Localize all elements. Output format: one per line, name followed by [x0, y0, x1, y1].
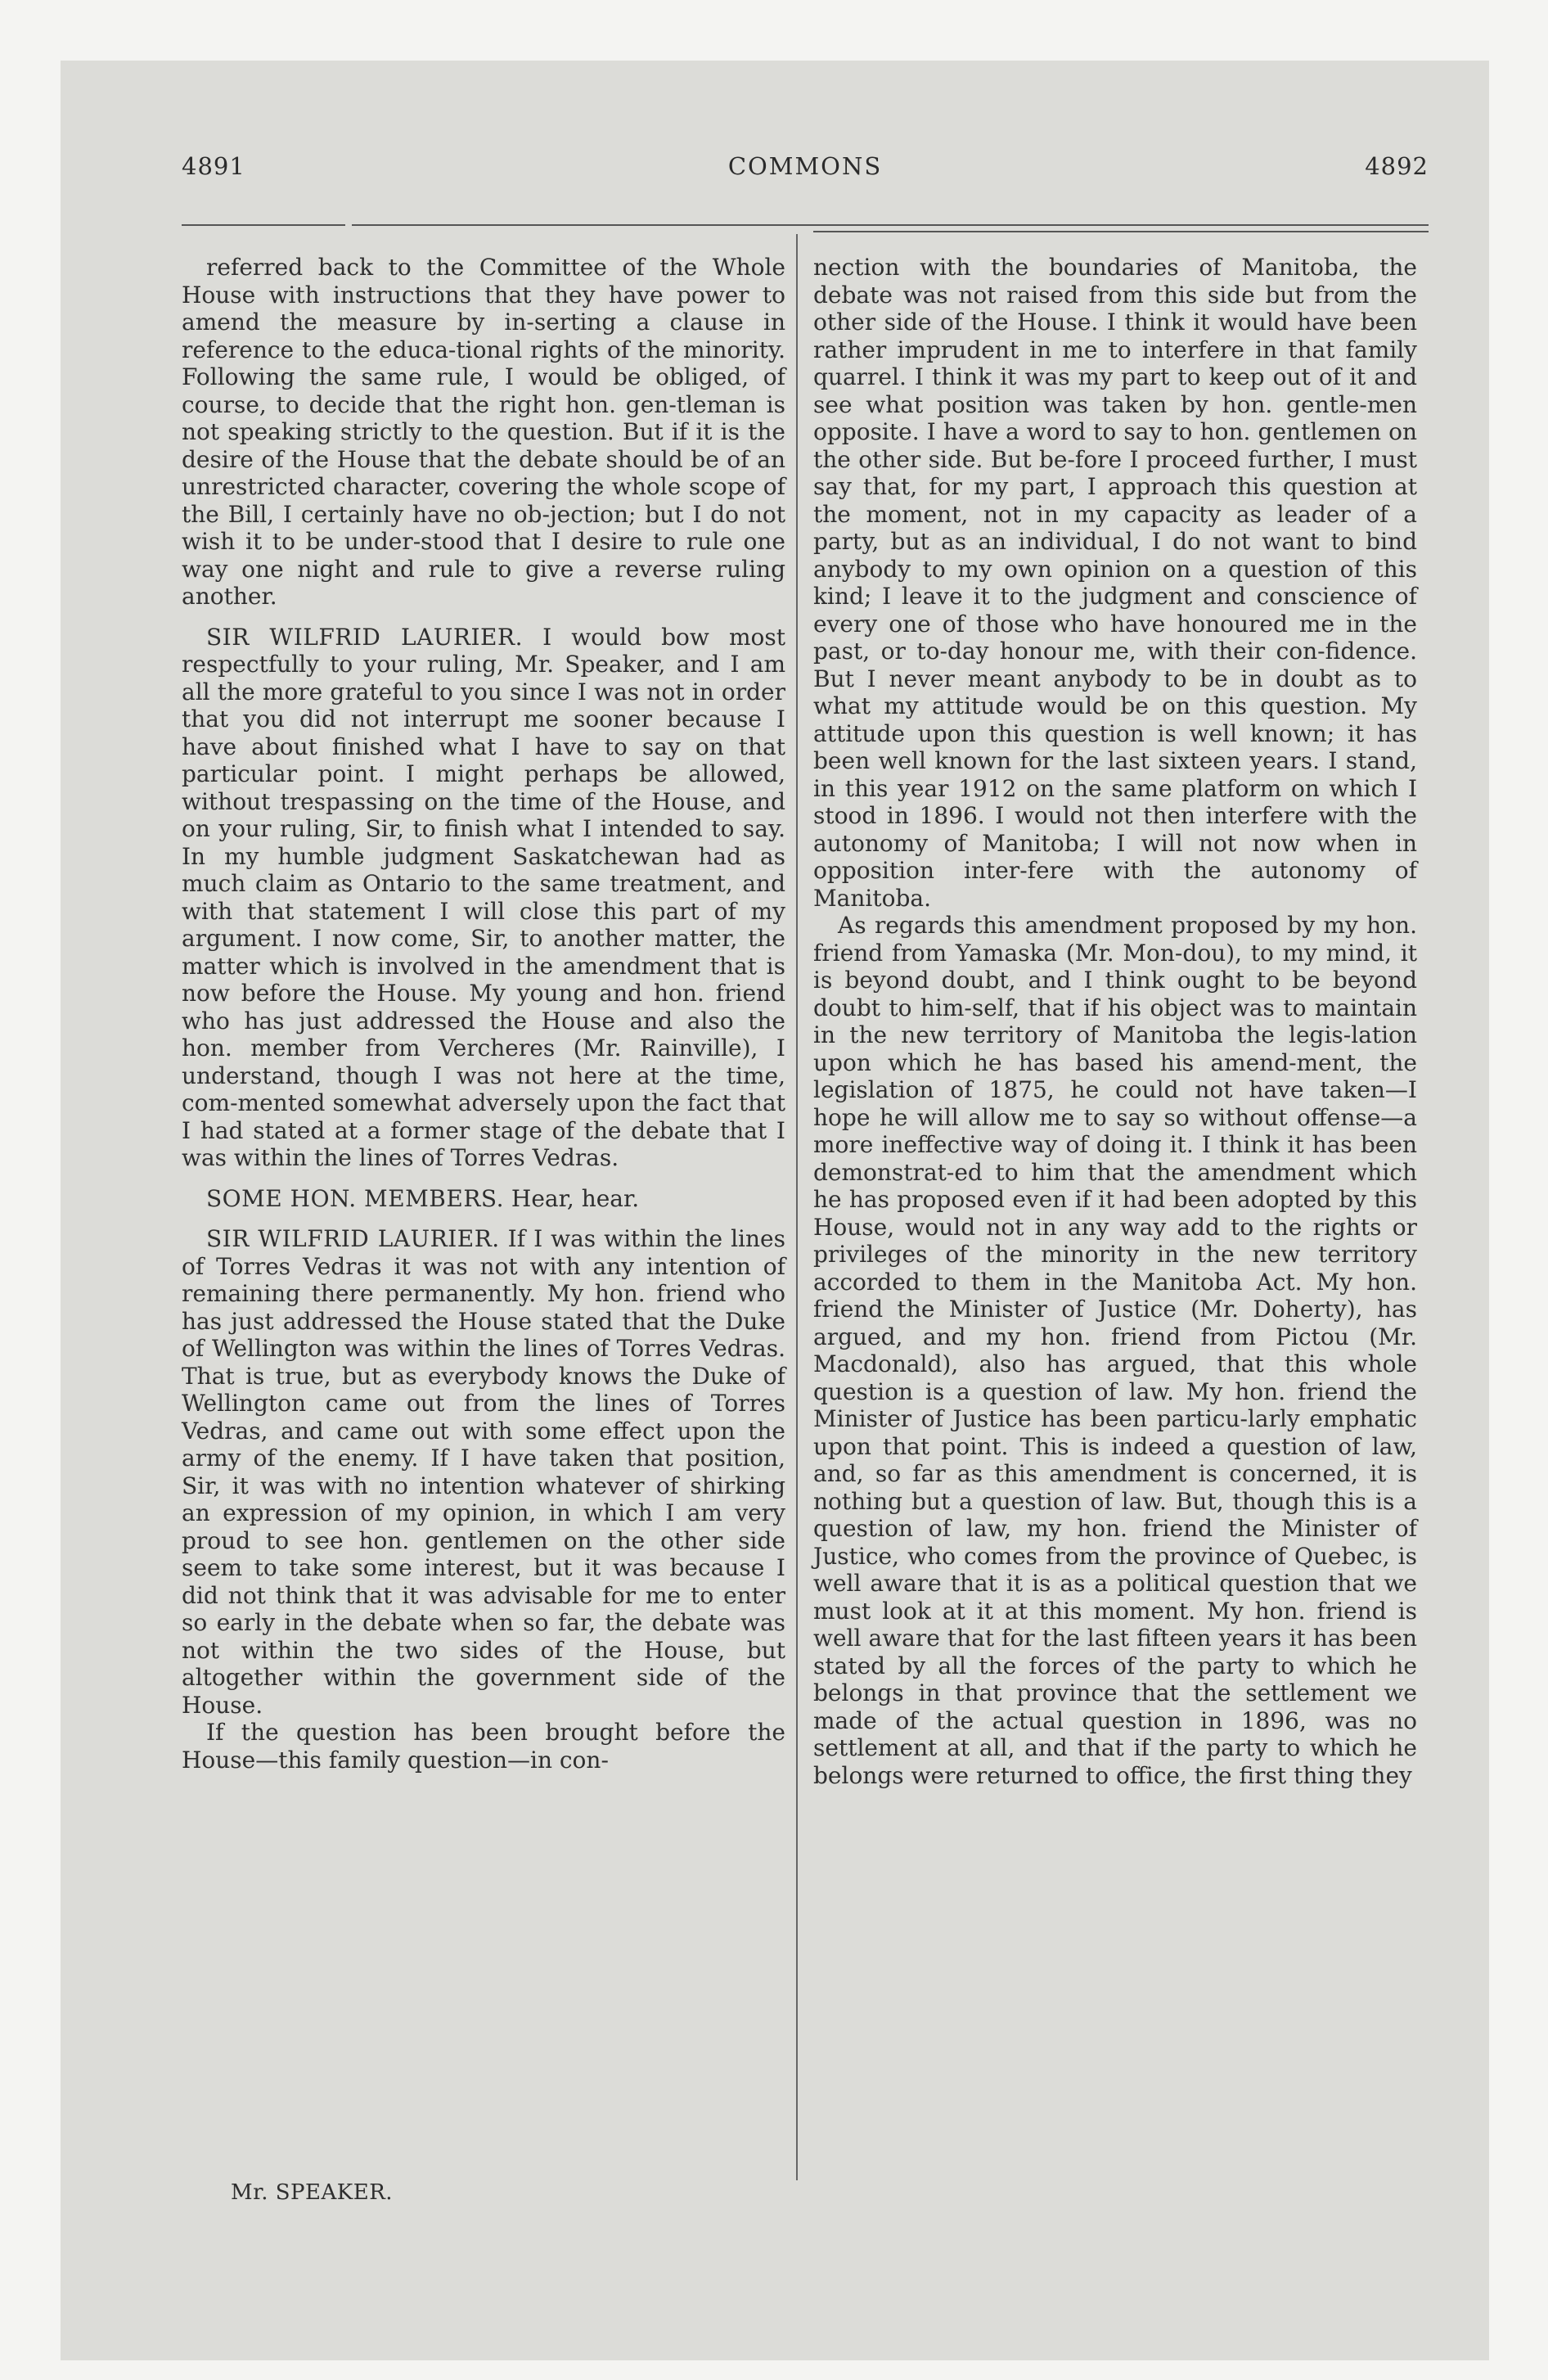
page-footer: Mr. SPEAKER. [231, 2180, 394, 2205]
paragraph-text: As regards this amendment proposed by my hon. friend from Yamaska (Mr. Mon-dou), to my mind, it is beyond doubt, and I think ought to be beyond doubt to him-self, that if his object was to maintain in the new territory of Manitoba the legis-lation upon which he has based his amend-ment, the legislation of 1875, he could not have taken—I hope he will allow me to say so without offense—a more ineffective way of doing it. I think it has been demonstrat-ed to him that the amendment which he has proposed even if it had been adopted by this House, would not in any way add to the rights or privileges of the minority in the new territory accorded to them in the Manitoba Act. My hon. friend the Minister of Justice (Mr. Doherty), has argued, and my hon. friend from Pictou (Mr. Macdonald), also has argued, that this whole question is a question of law. My hon. friend the Minister of Justice has been particu-larly emphatic upon that point. This is indeed a question of law, and, so far as this amendment is concerned, it is nothing but a question of law. But, though this is a question of law, my hon. friend the Minister of Justice, who comes from the province of Quebec, is well aware that it is as a political question that we must look at it at this moment. My hon. friend is well aware that for the last fifteen years it has been stated by all the forces of the party to which he belongs in that province that the settlement we made of the actual question in 1896, was no settlement at all, and that if the party to which he belongs were returned to office, the first thing they [813, 912, 1417, 1789]
speaker-name: SIR WILFRID LAURIER. [206, 623, 523, 651]
header-rule-left-short [182, 224, 345, 226]
speaker-name: SOME HON. MEMBERS. [206, 1184, 504, 1212]
paragraph [813, 254, 1417, 912]
page-number-right: 4892 [1365, 152, 1429, 180]
paragraph-text: referred back to the Committee of the Whole House with instructions that they have power to amend the measure by in-serting a clause in reference to the educa-tional rights of the minority. Following the same rule, I would be obliged, of course, to decide that the right hon. gen-tleman is not speaking strictly to the question. But if it is the desire of the House that the debate should be of an unrestricted character, covering the whole scope of the Bill, I certainly have no ob-jection; but I do not wish it to be under-stood that I desire to rule one way one night and rule to give a reverse ruling another. [182, 254, 785, 610]
header-rule-left-long [352, 224, 1429, 226]
column-divider [796, 234, 798, 2180]
paragraph [182, 1719, 785, 1774]
paragraph [182, 1185, 785, 1213]
paragraph [813, 912, 1417, 1789]
right-column [813, 254, 1417, 1789]
page-number-left: 4891 [182, 152, 245, 180]
paragraph [182, 254, 785, 611]
paragraph-text: nection with the boundaries of Manitoba, the debate was not raised from this side but from the other side of the House. I think it would have been rather imprudent in me to interfere in that family quarrel. I think it was my part to keep out of it and see what position was taken by hon. gentle-men opposite. I have a word to say to hon. gentlemen on the other side. But be-fore I proceed further, I must say that, for my part, I approach this question at the moment, not in my capacity as leader of a party, but as an individual, I do not want to bind anybody to my own opinion on a question of this kind; I leave it to the judgment and conscience of every one of those who have honoured me in the past, or to-day honour me, with their con-fidence. But I never meant anybody to be in doubt as to what my attitude would be on this question. My attitude upon this question is well known; it has been well known for the last sixteen years. I stand, in this year 1912 on the same platform on which I stood in 1896. I would not then interfere with the autonomy of Manitoba; I will not now when in opposition inter-fere with the autonomy of Manitoba. [813, 254, 1417, 912]
speaker-name: SIR WILFRID LAURIER. [206, 1225, 500, 1252]
paragraph-text: I would bow most respectfully to your ruling, Mr. Speaker, and I am all the more grateful to you since I was not in order that you did not interrupt me sooner because I have about finished what I have to say on that particular point. I might perhaps be allowed, without trespassing on the time of the House, and on your ruling, Sir, to finish what I intended to say. In my humble judgment Saskatchewan had as much claim as Ontario to the same treatment, and with that statement I will close this part of my argument. I now come, Sir, to another matter, the matter which is involved in the amendment that is now before the House. My young and hon. friend who has just addressed the House and also the hon. member from Vercheres (Mr. Rainville), I understand, though I was not here at the time, com-mented somewhat adversely upon the fact that I had stated at a former stage of the debate that I was within the lines of Torres Vedras. [182, 623, 785, 1171]
paragraph-text: If the question has been brought before the House—this family question—in con- [182, 1719, 785, 1774]
paragraph-text: If I was within the lines of Torres Vedras it was not with any intention of remaining there permanently. My hon. friend who has just addressed the House stated that the Duke of Wellington was within the lines of Torres Vedras. That is true, but as everybody knows the Duke of Wellington came out from the lines of Torres Vedras, and came out with some effect upon the army of the enemy. If I have taken that position, Sir, it was with no intention whatever of shirking an expression of my opinion, in which I am very proud to see hon. gentlemen on the other side seem to take some interest, but it was because I did not think that it was advisable for me to enter so early in the debate when so far, the debate was not within the two sides of the House, but altogether within the government side of the House. [182, 1225, 785, 1719]
page-header [182, 152, 1429, 188]
left-column [182, 254, 785, 1774]
paragraph [182, 624, 785, 1172]
running-title: COMMONS [727, 152, 883, 180]
paragraph-text: Hear, hear. [504, 1184, 640, 1212]
header-rule-right [813, 231, 1429, 232]
paragraph [182, 1225, 785, 1719]
